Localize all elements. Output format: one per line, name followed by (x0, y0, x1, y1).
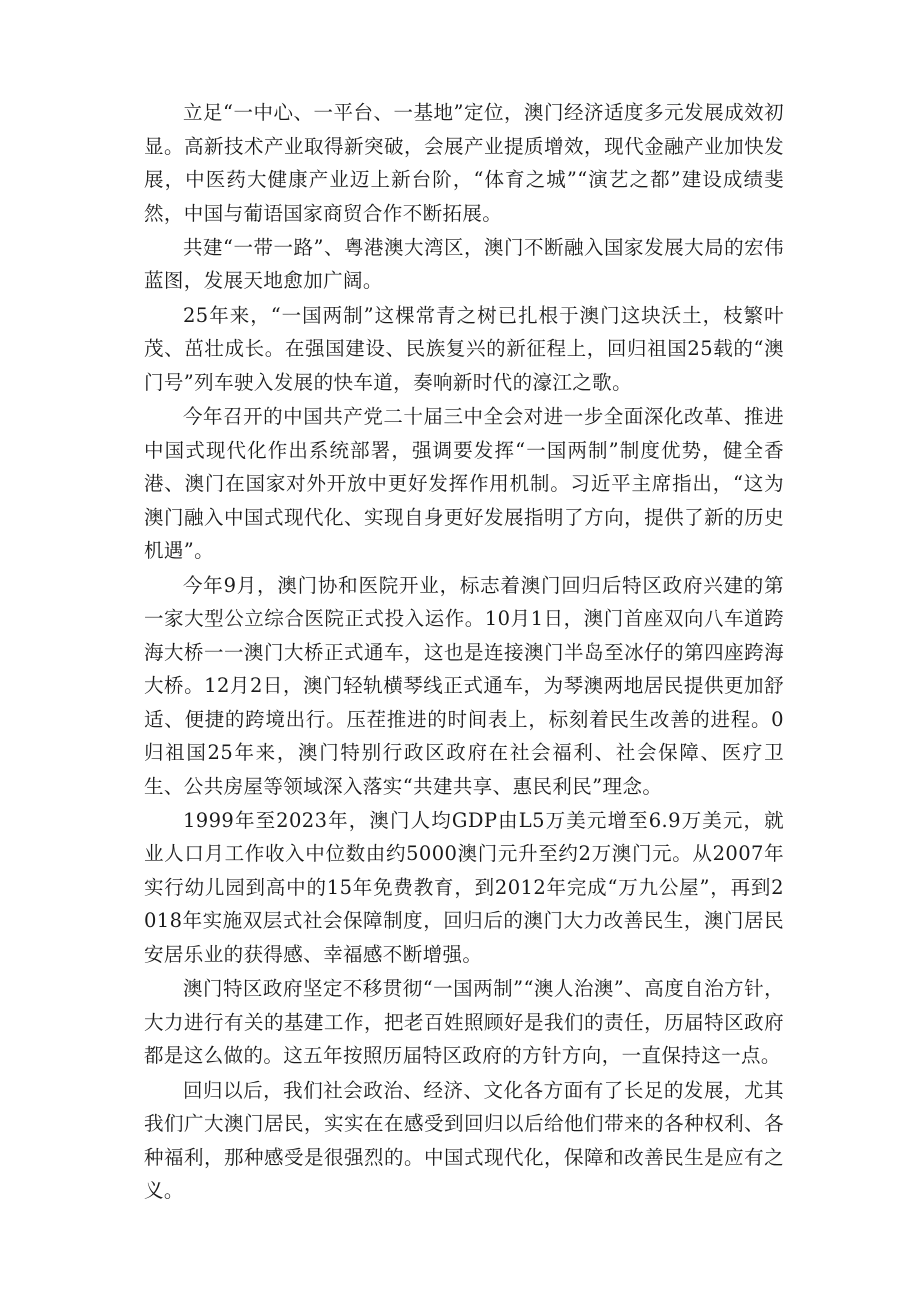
paragraph-7: 澳门特区政府坚定不移贯彻“一国两制”“澳人治澳”、高度自治方针，大力进行有关的基建工作，把老百姓照顾好是我们的责任，历届特区政府都是这么做的。这五年按照历届特区政府的方针方向，一直保持这一点。 (144, 977, 784, 1068)
paragraph-4: 今年召开的中国共产党二十届三中全会对进一步全面深化改革、推进中国式现代化作出系统部署，强调要发挥“一国两制”制度优势，健全香港、澳门在国家对外开放中更好发挥作用机制。习近平主席指出，“这为澳门融入中国式现代化、实现自身更好发展指明了方向，提供了新的历史机遇”。 (144, 405, 784, 563)
document-body (144, 96, 784, 1209)
paragraph-2: 共建“一带一路”、粤港澳大湾区，澳门不断融入国家发展大局的宏伟蓝图，发展天地愈加广阔。 (144, 235, 784, 293)
paragraph-3: 25年来，“一国两制”这棵常青之树已扎根于澳门这块沃土，枝繁叶茂、茁壮成长。在强国建设、民族复兴的新征程上，回归祖国25载的“澳门号”列车驶入发展的快车道，奏响新时代的濠江之歌。 (144, 303, 784, 394)
paragraph-5: 今年9月，澳门协和医院开业，标志着澳门回归后特区政府兴建的第一家大型公立综合医院正式投入运作。10月1日，澳门首座双向八车道跨海大桥一一澳门大桥正式通车，这也是连接澳门半岛至冰仔的第四座跨海大桥。12月2日，澳门轻轨横琴线正式通车，为琴澳两地居民提供更加舒适、便捷的跨境出行。压茬推进的时间表上，标刻着民生改善的进程。0归祖国25年来，澳门特别行政区政府在社会福利、社会保障、医疗卫生、公共房屋等领域深入落实“共建共享、惠民利民”理念。 (144, 573, 784, 798)
paragraph-1: 立足“一中心、一平台、一基地”定位，澳门经济适度多元发展成效初显。高新技术产业取得新突破，会展产业提质增效，现代金融产业加快发展，中医药大健康产业迈上新台阶，“体育之城”“演艺之都”建设成绩斐然，中国与葡语国家商贸合作不断拓展。 (144, 101, 784, 225)
paragraph-8: 回归以后，我们社会政治、经济、文化各方面有了长足的发展，尤其我们广大澳门居民，实实在在感受到回归以后给他们带来的各种权利、各种福利，那种感受是很强烈的。中国式现代化，保障和改善民生是应有之义。 (144, 1078, 784, 1203)
paragraph-6: 1999年至2023年，澳门人均GDP由L5万美元增至6.9万美元，就业人口月工作收入中位数由约5000澳门元升至约2万澳门元。从2007年实行幼儿园到高中的15年免费教育，到2012年完成“万九公屋”，再到2018年实施双层式社会保障制度，回归后的澳门大力改善民生，澳门居民安居乐业的获得感、幸福感不断增强。 (144, 808, 784, 966)
